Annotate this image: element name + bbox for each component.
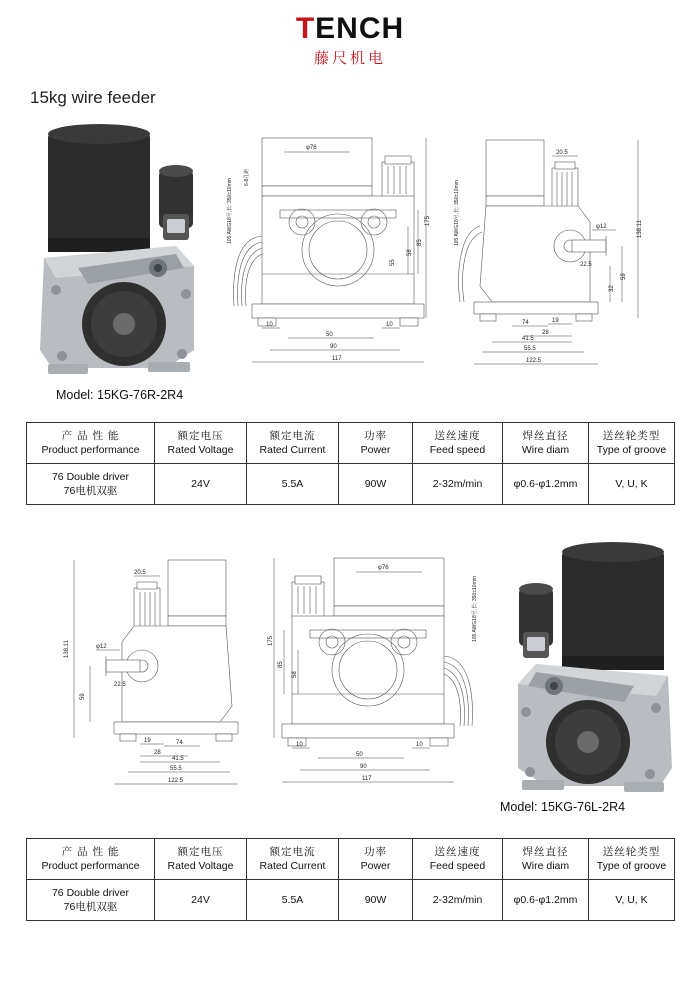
svg-text:50: 50	[326, 332, 333, 338]
product-render-bottom-left	[486, 536, 686, 796]
svg-text:32: 32	[609, 285, 615, 292]
svg-text:28: 28	[542, 330, 549, 336]
svg-text:55.5: 55.5	[524, 346, 536, 352]
svg-text:175: 175	[268, 635, 274, 646]
header-rated-voltage: 额定电压 Rated Voltage	[155, 839, 247, 880]
svg-text:50: 50	[356, 752, 363, 758]
cell-feed-speed: 2-32m/min	[413, 880, 503, 921]
header-wire-diam: 焊丝直径 Wire diam	[503, 423, 589, 464]
svg-text:10: 10	[296, 742, 303, 748]
product-render-top-right	[26, 118, 226, 378]
svg-text:58: 58	[407, 249, 413, 256]
page-title: 15kg wire feeder	[30, 88, 156, 107]
svg-text:85: 85	[278, 661, 284, 668]
bottom-photo-caption: Model: 15KG-76L-2R4	[500, 800, 626, 814]
header-rated-current: 额定电流 Rated Current	[247, 423, 339, 464]
top-photo-caption: Model: 15KG-76R-2R4	[56, 388, 184, 402]
header-wire-diam: 焊丝直径 Wire diam	[503, 839, 589, 880]
cell-wire-diam: φ0.6-φ1.2mm	[503, 880, 589, 921]
header-type-of-groove: 送丝轮类型 Type of groove	[589, 423, 675, 464]
svg-text:10: 10	[266, 322, 273, 328]
svg-text:117: 117	[332, 356, 342, 362]
bottom-product-photo	[486, 536, 686, 796]
cell-groove: V, U, K	[589, 880, 675, 921]
svg-text:6-8孔距: 6-8孔距	[244, 168, 250, 186]
cell-voltage: 24V	[155, 464, 247, 505]
svg-text:41.5: 41.5	[522, 336, 534, 342]
svg-text:138.11: 138.11	[64, 640, 70, 658]
svg-text:55: 55	[390, 259, 396, 266]
cell-product: 76 Double driver 76电机双驱	[27, 880, 155, 921]
svg-text:10: 10	[386, 322, 393, 328]
header-rated-voltage: 额定电压 Rated Voltage	[155, 423, 247, 464]
svg-text:58: 58	[292, 671, 298, 678]
brand-logo-text	[296, 14, 404, 44]
header-feed-speed: 送丝速度 Feed speed	[413, 839, 503, 880]
cell-current: 5.5A	[247, 464, 339, 505]
svg-text:22.5: 22.5	[114, 682, 126, 688]
cell-wire-diam: φ0.6-φ1.2mm	[503, 464, 589, 505]
svg-text:41.5: 41.5	[172, 756, 184, 762]
bottom-side-view-drawing	[34, 546, 260, 801]
spec-table-bottom	[26, 838, 675, 921]
svg-text:55.5: 55.5	[170, 766, 182, 772]
cell-product: 76 Double driver 76电机双驱	[27, 464, 155, 505]
header-power: 功率 Power	[339, 423, 413, 464]
svg-text:φ12: φ12	[596, 224, 607, 230]
header-product-performance: 产 品 性 能 Product performance	[27, 839, 155, 880]
cell-feed-speed: 2-32m/min	[413, 464, 503, 505]
svg-text:22.5: 22.5	[580, 262, 592, 268]
svg-text:122.5: 122.5	[168, 778, 184, 784]
svg-text:90: 90	[360, 764, 367, 770]
header-feed-speed: 送丝速度 Feed speed	[413, 423, 503, 464]
svg-text:122.5: 122.5	[526, 358, 542, 364]
cell-groove: V, U, K	[589, 464, 675, 505]
table-row	[27, 464, 675, 505]
cell-current: 5.5A	[247, 880, 339, 921]
svg-text:105 AWG18号,长: 350±10mm: 105 AWG18号,长: 350±10mm	[227, 178, 233, 244]
svg-text:85: 85	[417, 239, 423, 246]
table-header-row	[27, 423, 675, 464]
svg-text:59: 59	[621, 273, 627, 280]
svg-text:175: 175	[425, 215, 431, 226]
svg-text:10: 10	[416, 742, 423, 748]
svg-text:59: 59	[80, 693, 86, 700]
svg-text:φ76: φ76	[306, 145, 317, 151]
header-rated-current: 额定电流 Rated Current	[247, 839, 339, 880]
svg-text:19: 19	[144, 738, 151, 744]
svg-text:90: 90	[330, 344, 337, 350]
svg-text:20.5: 20.5	[556, 150, 568, 156]
table-header-row	[27, 839, 675, 880]
header-power: 功率 Power	[339, 839, 413, 880]
svg-text:74: 74	[176, 740, 183, 746]
table-row	[27, 880, 675, 921]
cell-voltage: 24V	[155, 880, 247, 921]
spec-table-top	[26, 422, 675, 505]
svg-text:105 AWG18号,长: 350±10mm: 105 AWG18号,长: 350±10mm	[472, 576, 478, 642]
brand-logo-wordmark: TENCH	[295, 12, 405, 45]
top-product-photo	[26, 118, 226, 378]
header-type-of-groove: 送丝轮类型 Type of groove	[589, 839, 675, 880]
svg-text:20.5: 20.5	[134, 570, 146, 576]
header-product-performance: 产 品 性 能 Product performance	[27, 423, 155, 464]
bottom-front-view-drawing	[258, 546, 486, 801]
svg-text:φ76: φ76	[378, 565, 389, 571]
cell-power: 90W	[339, 880, 413, 921]
svg-text:φ12: φ12	[96, 644, 107, 650]
brand-logo-subtext: 藤尺机电	[313, 50, 386, 67]
cell-power: 90W	[339, 464, 413, 505]
svg-text:28: 28	[154, 750, 161, 756]
svg-text:74: 74	[522, 320, 529, 326]
svg-text:138.11: 138.11	[637, 220, 643, 238]
top-front-view-drawing	[222, 126, 450, 381]
top-side-view-drawing	[452, 126, 678, 381]
svg-text:105 AWG18号,长: 350±10mm: 105 AWG18号,长: 350±10mm	[454, 180, 460, 246]
brand-logo	[0, 14, 700, 68]
svg-text:19: 19	[552, 318, 559, 324]
svg-text:117: 117	[362, 776, 372, 782]
